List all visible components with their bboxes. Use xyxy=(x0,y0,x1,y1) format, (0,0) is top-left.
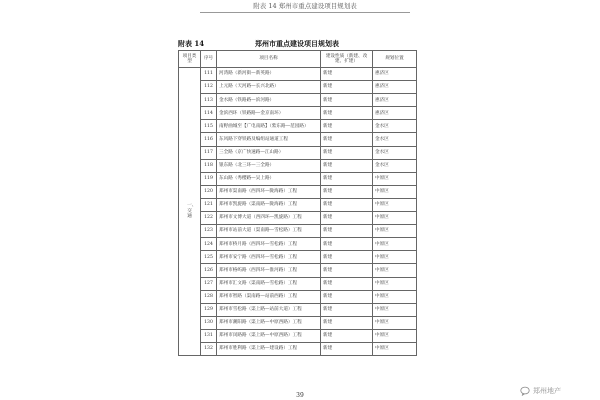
row-project-name: 三全路（京广快速路—江山路） xyxy=(217,146,321,159)
row-location: 中原区 xyxy=(373,277,417,290)
row-nature: 新建 xyxy=(321,329,373,342)
row-location: 中原区 xyxy=(373,329,417,342)
table-row xyxy=(179,159,417,172)
row-nature: 新建 xyxy=(321,290,373,303)
row-location: 中原区 xyxy=(373,290,417,303)
table-row xyxy=(179,303,417,316)
row-project-name: 郑州市胜利路（渠上路—建设路）工程 xyxy=(217,342,321,355)
row-nature: 新建 xyxy=(321,68,373,81)
row-nature: 新建 xyxy=(321,303,373,316)
row-project-name: 郑州市汇文路（渠南路—雪松路）工程 xyxy=(217,277,321,290)
row-project-name: 东山路（秀樱路—吴上路） xyxy=(217,172,321,185)
row-project-name: 上元路（天河路—长兴北路） xyxy=(217,81,321,94)
header-location: 规划位置 xyxy=(373,51,417,68)
row-nature: 新建 xyxy=(321,133,373,146)
row-number: 116 xyxy=(201,133,217,146)
row-location: 中原区 xyxy=(373,251,417,264)
row-number: 118 xyxy=(201,159,217,172)
row-location: 中原区 xyxy=(373,212,417,225)
category-cell xyxy=(179,68,201,356)
row-location: 金水区 xyxy=(373,120,417,133)
row-number: 113 xyxy=(201,94,217,107)
table-row xyxy=(179,290,417,303)
row-number: 121 xyxy=(201,198,217,211)
table-row xyxy=(179,172,417,185)
row-number: 127 xyxy=(201,277,217,290)
chat-bubble-icon xyxy=(520,386,530,396)
row-location: 中原区 xyxy=(373,198,417,211)
header-nature: 建设性质（新建、改建、扩建） xyxy=(321,51,373,68)
row-number: 131 xyxy=(201,329,217,342)
running-head: 附表 14 郑州市重点建设项目规划表 xyxy=(200,1,410,13)
row-location: 中原区 xyxy=(373,316,417,329)
row-project-name: 郑州市渠南路（西四环—陇海路）工程 xyxy=(217,185,321,198)
table-row xyxy=(179,316,417,329)
row-number: 124 xyxy=(201,238,217,251)
row-location: 中原区 xyxy=(373,264,417,277)
row-number: 132 xyxy=(201,342,217,355)
row-number: 114 xyxy=(201,107,217,120)
row-location: 金水区 xyxy=(373,159,417,172)
row-location: 中原区 xyxy=(373,225,417,238)
row-nature: 新建 xyxy=(321,172,373,185)
row-project-name: 南野曲城至【广电南路】（紫东路—范园路） xyxy=(217,120,321,133)
row-number: 125 xyxy=(201,251,217,264)
row-project-name: 郑州市雪松路（渠上路—站前大道）工程 xyxy=(217,303,321,316)
row-project-name: 金滨西环（铁路路—金京南环） xyxy=(217,107,321,120)
row-project-name: 郑州市桥月路（西四环—雪松路）工程 xyxy=(217,238,321,251)
table-row xyxy=(179,198,417,211)
table-row xyxy=(179,185,417,198)
row-nature: 新建 xyxy=(321,81,373,94)
row-location: 惠济区 xyxy=(373,94,417,107)
row-project-name: 郑州市站前大道（渠南路—雪松路）工程 xyxy=(217,225,321,238)
category-label: 一、交通 xyxy=(187,203,197,220)
row-number: 123 xyxy=(201,225,217,238)
row-nature: 新建 xyxy=(321,185,373,198)
table-row xyxy=(179,146,417,159)
row-number: 115 xyxy=(201,120,217,133)
row-nature: 新建 xyxy=(321,120,373,133)
table-row xyxy=(179,342,417,355)
table-row xyxy=(179,133,417,146)
table-row xyxy=(179,81,417,94)
row-project-name: 郑州市安宁路（西四环—雪松路）工程 xyxy=(217,251,321,264)
table-row xyxy=(179,329,417,342)
row-number: 119 xyxy=(201,172,217,185)
table-caption xyxy=(178,39,416,49)
watermark-text: 郑州地产 xyxy=(533,387,561,395)
row-location: 惠济区 xyxy=(373,107,417,120)
row-project-name: 郑州市文博大道（西四环—凯旋路）工程 xyxy=(217,212,321,225)
row-project-name: 郑州市闵路路（渠上路—中原西路）工程 xyxy=(217,329,321,342)
table-row xyxy=(179,238,417,251)
row-number: 129 xyxy=(201,303,217,316)
row-location: 金水区 xyxy=(373,146,417,159)
row-number: 117 xyxy=(201,146,217,159)
row-project-name: 郑州市智路（渠南路—站前西路）工程 xyxy=(217,290,321,303)
table-row xyxy=(179,277,417,290)
row-nature: 新建 xyxy=(321,146,373,159)
row-nature: 新建 xyxy=(321,94,373,107)
table-row xyxy=(179,94,417,107)
row-project-name: 郑州市凯旋路（渠南路—陇海路）工程 xyxy=(217,198,321,211)
row-nature: 新建 xyxy=(321,212,373,225)
row-number: 122 xyxy=(201,212,217,225)
row-project-name: 金水路（铁路路—滨河路） xyxy=(217,94,321,107)
row-location: 中原区 xyxy=(373,238,417,251)
row-number: 111 xyxy=(201,68,217,81)
row-location: 惠济区 xyxy=(373,68,417,81)
row-location: 金水区 xyxy=(373,133,417,146)
header-category: 项目类型 xyxy=(179,51,201,68)
watermark xyxy=(520,385,561,397)
row-location: 中原区 xyxy=(373,303,417,316)
row-number: 130 xyxy=(201,316,217,329)
page-number: 39 xyxy=(296,392,304,399)
row-location: 中原区 xyxy=(373,172,417,185)
project-table xyxy=(178,50,417,356)
table-row xyxy=(179,107,417,120)
row-nature: 新建 xyxy=(321,264,373,277)
row-number: 126 xyxy=(201,264,217,277)
row-nature: 新建 xyxy=(321,238,373,251)
table-body xyxy=(179,68,417,356)
row-project-name: 郑州市格屿路（西四环—淮河路）工程 xyxy=(217,264,321,277)
table-title: 郑州市重点建设项目规划表 xyxy=(255,39,339,48)
row-number: 128 xyxy=(201,290,217,303)
row-location: 中原区 xyxy=(373,342,417,355)
table-row xyxy=(179,225,417,238)
row-location: 中原区 xyxy=(373,185,417,198)
header-seq: 序号 xyxy=(201,51,217,68)
row-number: 112 xyxy=(201,81,217,94)
row-project-name: 东风路下穿铁路及编组站通道工程 xyxy=(217,133,321,146)
row-nature: 新建 xyxy=(321,107,373,120)
table-row xyxy=(179,212,417,225)
row-project-name: 河湾路（新河街—新英路） xyxy=(217,68,321,81)
row-nature: 新建 xyxy=(321,198,373,211)
row-nature: 新建 xyxy=(321,277,373,290)
row-number: 120 xyxy=(201,185,217,198)
row-location: 惠济区 xyxy=(373,81,417,94)
row-nature: 新建 xyxy=(321,251,373,264)
row-nature: 新建 xyxy=(321,316,373,329)
header-name: 项目名称 xyxy=(217,51,321,68)
table-row xyxy=(179,264,417,277)
row-nature: 新建 xyxy=(321,159,373,172)
row-project-name: 银东路（北三环—三全路） xyxy=(217,159,321,172)
table-number: 附表 14 xyxy=(178,39,205,48)
row-nature: 新建 xyxy=(321,225,373,238)
table-header-row xyxy=(179,51,417,68)
table-row xyxy=(179,120,417,133)
row-nature: 新建 xyxy=(321,342,373,355)
row-project-name: 郑州市潮阳路（渠上路—中原西路）工程 xyxy=(217,316,321,329)
table-row xyxy=(179,68,417,81)
table-row xyxy=(179,251,417,264)
